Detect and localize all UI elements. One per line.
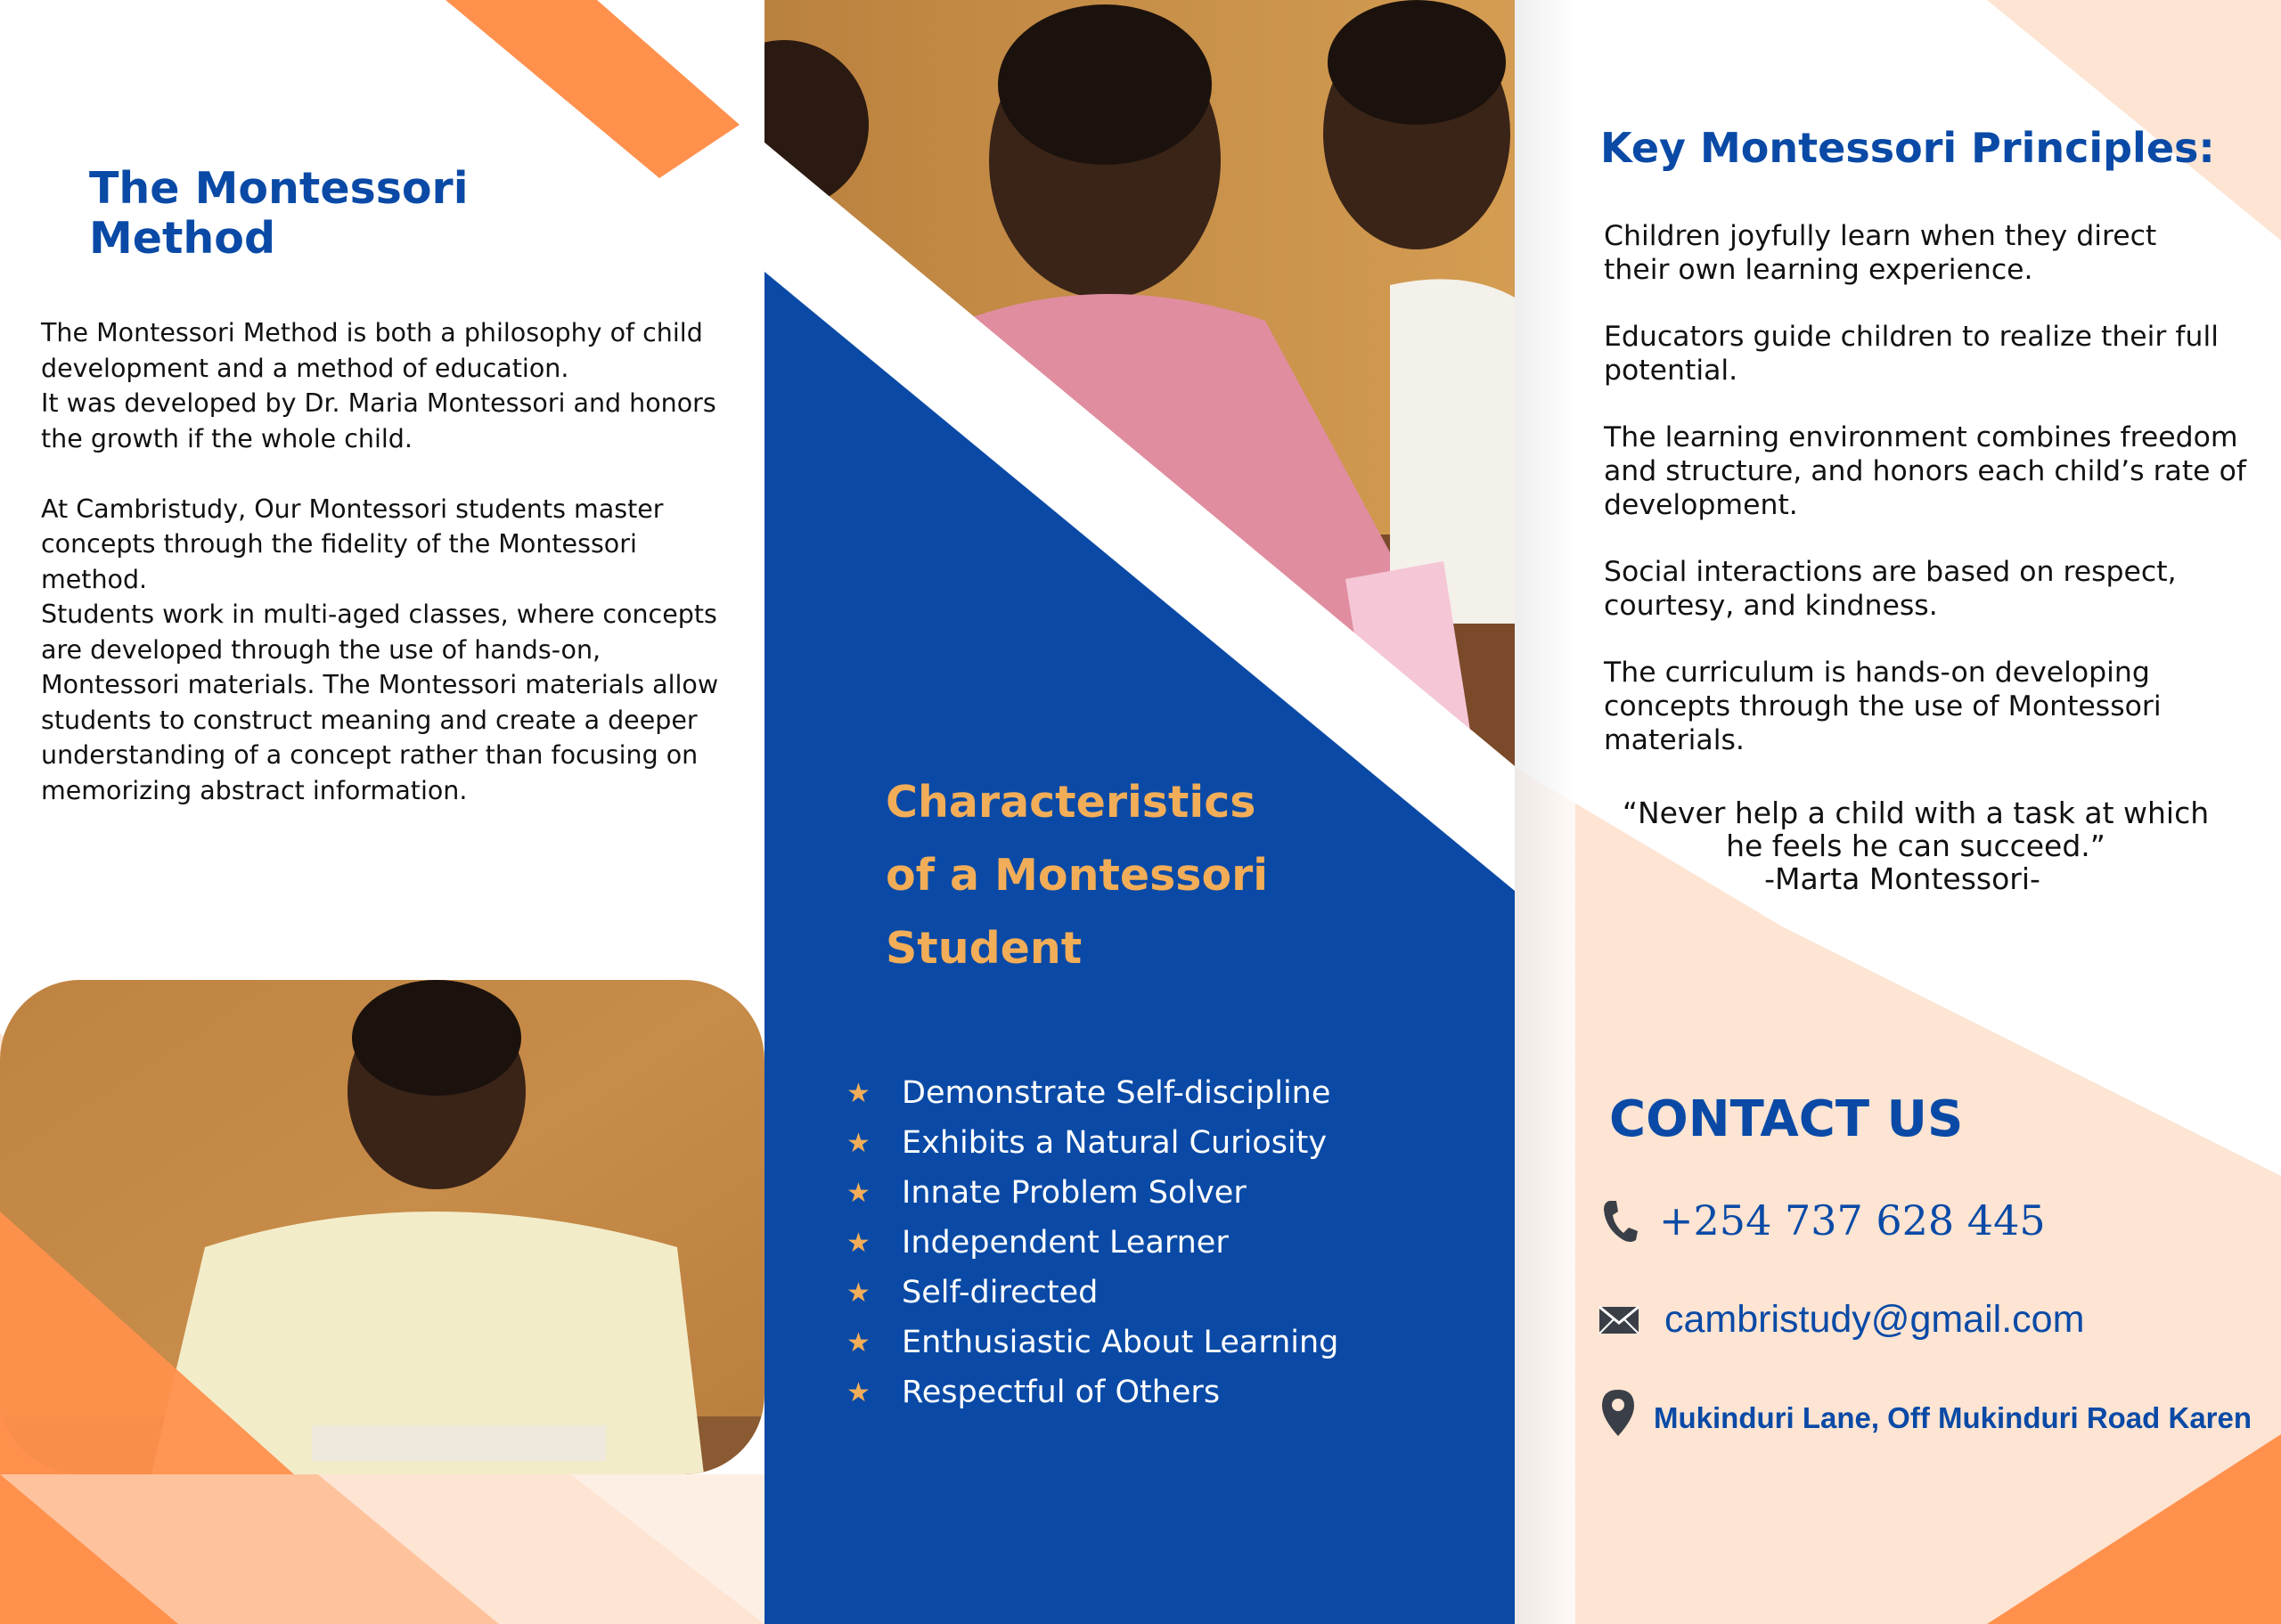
montessori-method-body bbox=[41, 315, 754, 808]
contact-us-title: CONTACT US bbox=[1609, 1090, 1964, 1148]
quote-attribution: -Marta Montessori- bbox=[1764, 861, 2040, 896]
star-icon: ★ bbox=[846, 1077, 871, 1109]
list-item: The curriculum is hands-on developing concepts through the use of Montessori materials. bbox=[1604, 657, 2162, 756]
star-icon: ★ bbox=[846, 1326, 871, 1359]
list-item: Educators guide children to realize their full potential. bbox=[1604, 321, 2219, 387]
envelope-icon bbox=[1598, 1306, 1639, 1334]
montessori-quote: “Never help a child with a task at which he feels he can succeed.” -Marta Montessori- bbox=[1604, 796, 2228, 895]
list-item: The learning environment combines freedom and structure, and honors each child’s rate of development. bbox=[1604, 421, 2246, 521]
list-item: ★ Demonstrate Self-discipline bbox=[846, 1075, 1331, 1111]
intro-paragraph: The Montessori Method is both a philosophy of child development and a method of education. It was developed by Dr. Maria Montessori and honors the growth if the whole child. bbox=[41, 318, 716, 453]
cambristudy-paragraph: At Cambristudy, Our Montessori students master concepts through the fidelity of the Montessori method. Students work in multi-aged classes, where concepts are developed through the use of hands-on, Montessori materials. The Montessori materials allow students to construct meaning and create a deeper understanding of a concept rather than focusing on memorizing abstract information. bbox=[41, 494, 719, 805]
montessori-method-title: The Montessori Method bbox=[89, 163, 469, 264]
characteristics-title: Characteristics of a Montessori Student bbox=[886, 777, 1269, 974]
location-pin-icon bbox=[1600, 1388, 1636, 1438]
key-principles-title: Key Montessori Principles: bbox=[1600, 124, 2215, 172]
phone-icon bbox=[1600, 1199, 1639, 1244]
list-item: ★ Innate Problem Solver bbox=[846, 1175, 1247, 1211]
email-address[interactable]: cambristudy@gmail.com bbox=[1664, 1298, 2085, 1341]
orange-stripe-top bbox=[446, 0, 740, 178]
phone-number[interactable]: +254 737 628 445 bbox=[1659, 1196, 2046, 1245]
star-icon: ★ bbox=[846, 1177, 871, 1209]
star-icon: ★ bbox=[846, 1277, 871, 1309]
star-icon: ★ bbox=[846, 1376, 871, 1408]
list-item: ★ Independent Learner bbox=[846, 1225, 1229, 1261]
list-item: ★ Respectful of Others bbox=[846, 1375, 1221, 1410]
characteristics-list bbox=[846, 1068, 1338, 1417]
address-text: Mukinduri Lane, Off Mukinduri Road Karen bbox=[1654, 1401, 2252, 1434]
star-icon: ★ bbox=[846, 1127, 871, 1159]
list-item: Social interactions are based on respect, courtesy, and kindness. bbox=[1604, 556, 2177, 622]
list-item: ★ Enthusiastic About Learning bbox=[846, 1325, 1339, 1360]
list-item: Children joyfully learn when they direct their own learning experience. bbox=[1604, 220, 2157, 286]
list-item: ★ Self-directed bbox=[846, 1275, 1099, 1310]
star-icon: ★ bbox=[846, 1227, 871, 1259]
list-item: ★ Exhibits a Natural Curiosity bbox=[846, 1125, 1328, 1161]
principles-list bbox=[1604, 219, 2263, 790]
